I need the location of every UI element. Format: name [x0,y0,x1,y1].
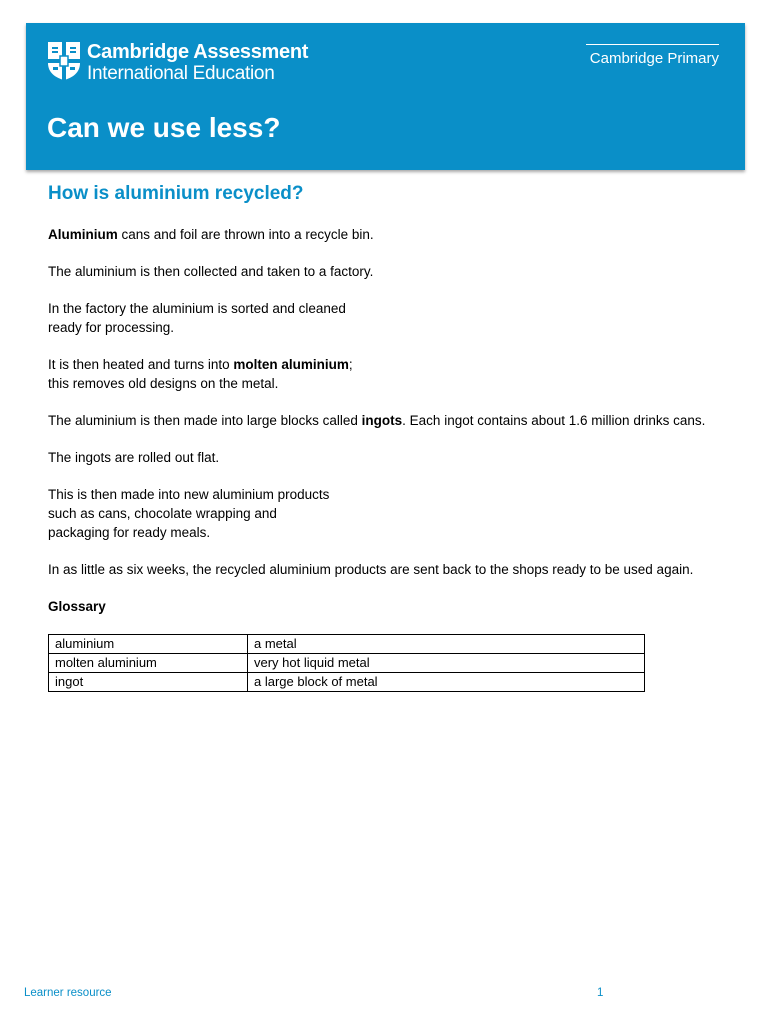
paragraph-text: The aluminium is then collected and taken to a factory. [48,264,374,279]
glossary-heading: Glossary [48,599,106,614]
paragraph-5 [48,411,718,430]
table-row [49,635,645,654]
cambridge-shield-icon [47,41,81,81]
paragraph-text: cans and foil are thrown into a recycle bin. [117,227,374,242]
paragraph-line: such as cans, chocolate wrapping and [48,506,277,521]
programme-label: Cambridge Primary [589,50,719,67]
page-number: 1 [597,987,604,999]
section-heading: How is aluminium recycled? [48,183,304,204]
paragraph-2 [48,262,718,281]
programme-divider [586,44,719,45]
paragraph-text: . Each ingot contains about 1.6 million drinks cans. [402,413,706,428]
paragraph-text: ; [348,357,353,372]
cambridge-logo [47,41,308,85]
paragraph-text: It is then heated and turns into [48,357,234,372]
org-name-line2: International Education [87,63,275,84]
glossary-definition: very hot liquid metal [248,654,645,673]
glossary-term: molten aluminium [49,654,248,673]
paragraph-line: packaging for ready meals. [48,525,211,540]
paragraph-4 [48,355,718,393]
paragraph-line: This is then made into new aluminium products [48,487,330,502]
paragraph-line: this removes old designs on the metal. [48,376,279,391]
table-row [49,654,645,673]
paragraph-line: In the factory the aluminium is sorted and cleaned [48,301,346,316]
glossary-term: ingot [49,673,248,692]
glossary-table [48,634,645,692]
paragraph-6 [48,448,718,467]
glossary-term: aluminium [49,635,248,654]
paragraph-7 [48,485,718,542]
paragraph-line: ready for processing. [48,320,175,335]
table-row [49,673,645,692]
paragraph-text: In as little as six weeks, the recycled aluminium products are sent back to the shops ready to be used again. [48,562,694,577]
glossary-definition: a metal [248,635,645,654]
paragraph-3 [48,299,718,337]
org-name-line1: Cambridge Assessment [87,41,309,63]
paragraph-text: The ingots are rolled out flat. [48,450,220,465]
paragraph-8 [48,560,718,579]
bold-term: molten aluminium [233,357,349,372]
glossary-definition: a large block of metal [248,673,645,692]
paragraph-1 [48,225,718,244]
header-banner [26,23,745,170]
footer-label: Learner resource [24,987,112,999]
bold-term: ingots [361,413,403,428]
page-title: Can we use less? [47,112,281,143]
bold-term: Aluminium [48,227,118,242]
document-body [48,181,718,692]
paragraph-text: The aluminium is then made into large blocks called [48,413,362,428]
